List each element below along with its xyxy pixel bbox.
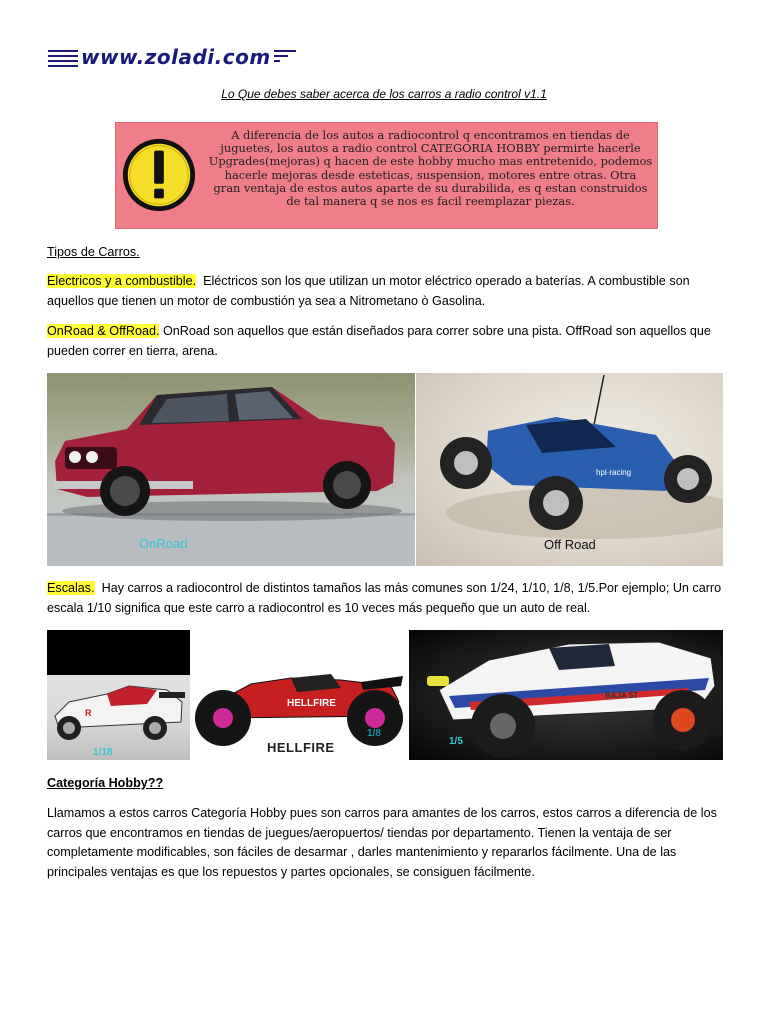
escalas-paragraph: [47, 579, 727, 618]
document-title: Lo Que debes saber acerca de los carros a radio control v1.1: [221, 87, 547, 101]
offroad-body-decal: hpi·racing: [596, 468, 632, 477]
warning-line: A diferencia de los autos a radiocontrol q encontramos en tiendas de: [231, 128, 630, 142]
offroad-caption: Off Road: [544, 537, 596, 552]
warning-line: juguetes, los autos a radio control CATEGORIA HOBBY permirte hacerle: [220, 141, 641, 156]
warning-text: [208, 129, 653, 208]
onroad-car-photo: [47, 373, 415, 566]
electricos-label: Electricos y a combustible.: [47, 274, 197, 288]
escalas-text: Hay carros a radiocontrol de distintos tamaños las más comunes son 1/24, 1/10, 1/8, 1/5.Por ejemplo; Un carro escala 1/10 significa que este carro a radiocontrol es 10 veces más pequeño que un auto de real.: [47, 581, 722, 615]
scale-1-18-car-illustration: [47, 630, 190, 760]
warning-line: Upgrades(mejoras) q hacen de este hobby mucho mas entretenido, podemos: [208, 154, 653, 169]
onroad-text: OnRoad son aquellos que están diseñados para correr sobre una pista. OffRoad son aquellos que pueden correr en tierra, arena.: [47, 324, 711, 358]
escalas-label: Escalas.: [47, 581, 95, 595]
offroad-truck-photo: [416, 373, 723, 566]
scale-1-18-label: 1/18: [93, 747, 113, 758]
warning-box: [115, 122, 658, 229]
baja-model-decal: BAJA 5T: [605, 691, 639, 700]
warning-line: hacerle mejoras desde esteticas, suspension, motores entre otras. Otra: [224, 167, 637, 182]
scale-1-18-photo: [47, 630, 190, 760]
scale-1-8-label: 1/8: [367, 728, 381, 739]
scale-1-5-label: 1/5: [449, 736, 463, 747]
exclamation-warning-icon: [120, 136, 198, 214]
hellfire-brand-text: HELLFIRE: [267, 740, 335, 755]
logo-text: www.zoladi.com: [78, 45, 274, 69]
scale-1-5-baja-photo: [409, 630, 723, 760]
onroad-label: OnRoad & OffRoad.: [47, 324, 160, 338]
warning-line: gran ventaja de estos autos aparte de su durabilida, es q estan construidos: [213, 180, 648, 195]
onroad-paragraph: [47, 322, 727, 361]
tipos-heading: Tipos de Carros.: [47, 245, 140, 259]
categoria-heading: Categoría Hobby??: [47, 776, 164, 790]
categoria-paragraph: Llamamos a estos carros Categoría Hobby pues son carros para amantes de los carros, estos carros a diferencia de los carros que encontramos en tiendas de juegues/aeropuertos/ tiendas por departamento. Tienen la ventaja de ser completamente modificables, son fáciles de desarmar , darles mantenimiento y repararlos fácilmente. Una de las principales ventajas es que los repuestos y partes opcionales, se consiguen fácilmente.: [47, 806, 717, 879]
electricos-text: Eléctricos son los que utilizan un motor eléctrico operado a baterías. A combustible son aquellos que tienen un motor de combustión ya sea a Nitrometano ò Gasolina.: [47, 274, 690, 308]
warning-line: de tal manera q se nos es facil reemplazar piezas.: [286, 194, 575, 209]
scale-1-18-decal: R: [85, 708, 92, 718]
scale-1-8-hellfire-photo: [191, 630, 408, 760]
electricos-paragraph: [47, 272, 727, 311]
onroad-car-illustration: [47, 373, 415, 566]
site-logo: [48, 44, 296, 72]
onroad-caption: OnRoad: [139, 536, 188, 551]
hellfire-body-decal: HELLFIRE: [287, 698, 336, 709]
